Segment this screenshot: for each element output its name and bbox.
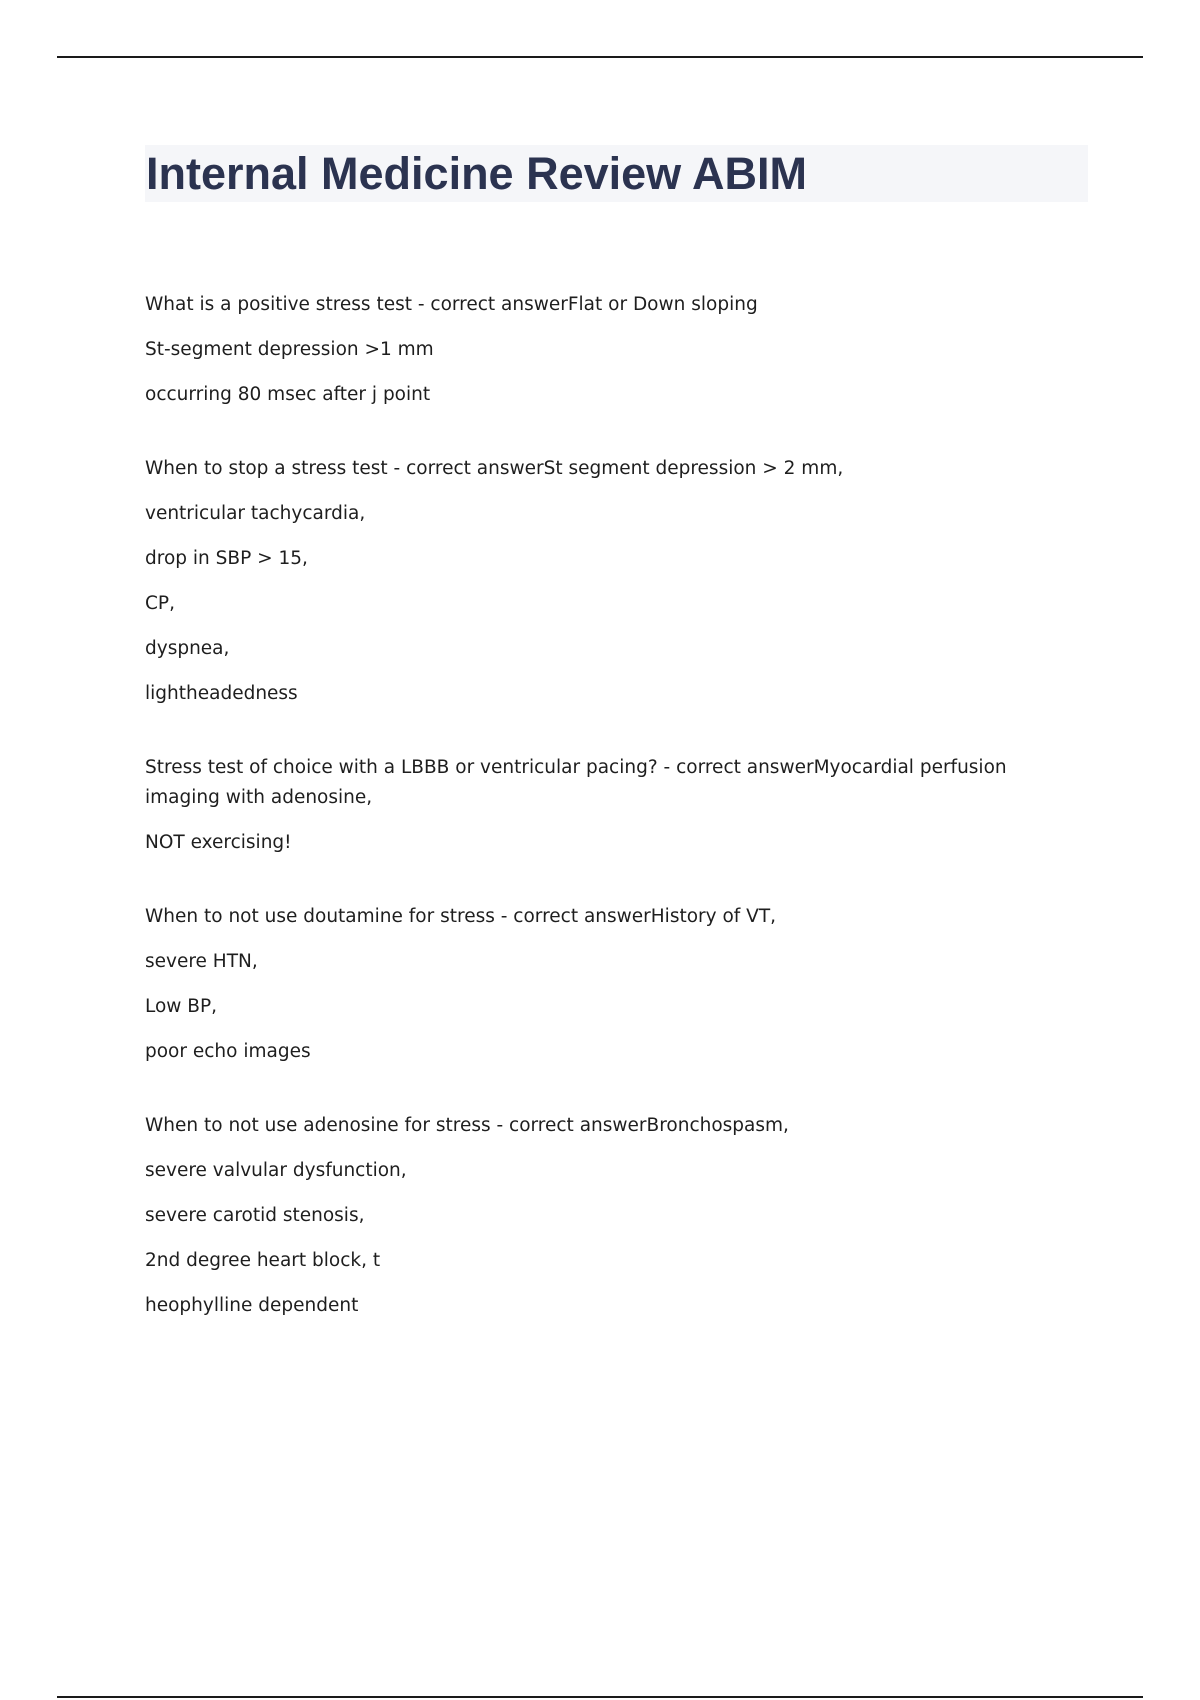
answer-line: CP, bbox=[145, 593, 175, 614]
question-line: When to not use adenosine for stress - correct answerBronchospasm, bbox=[145, 1115, 789, 1136]
answer-line: Low BP, bbox=[145, 996, 218, 1017]
footer-rule bbox=[57, 1696, 1143, 1698]
document-body bbox=[145, 290, 1075, 1365]
question-line: When to not use doutamine for stress - correct answerHistory of VT, bbox=[145, 906, 777, 927]
answer-line: severe carotid stenosis, bbox=[145, 1205, 365, 1226]
answer-line: severe HTN, bbox=[145, 951, 258, 972]
question-line: Stress test of choice with a LBBB or ventricular pacing? - correct answerMyocardial perfusion imaging with adenosine, bbox=[145, 757, 1007, 808]
question-line: When to stop a stress test - correct answerSt segment depression > 2 mm, bbox=[145, 458, 844, 479]
qa-item-positive-stress-test bbox=[145, 290, 1075, 410]
answer-line: St-segment depression >1 mm bbox=[145, 339, 434, 360]
answer-line: poor echo images bbox=[145, 1041, 311, 1062]
answer-line: severe valvular dysfunction, bbox=[145, 1160, 407, 1181]
header-rule bbox=[57, 56, 1143, 58]
answer-line: occurring 80 msec after j point bbox=[145, 384, 431, 405]
answer-line: lightheadedness bbox=[145, 683, 298, 704]
answer-line: dyspnea, bbox=[145, 638, 230, 659]
qa-item-lbbb-stress-test bbox=[145, 753, 1075, 858]
document-title: Internal Medicine Review ABIM bbox=[146, 148, 807, 199]
answer-line: NOT exercising! bbox=[145, 832, 292, 853]
qa-item-stop-stress-test bbox=[145, 454, 1075, 709]
answer-line: heophylline dependent bbox=[145, 1295, 359, 1316]
question-line: What is a positive stress test - correct answerFlat or Down sloping bbox=[145, 294, 758, 315]
answer-line: drop in SBP > 15, bbox=[145, 548, 308, 569]
answer-line: ventricular tachycardia, bbox=[145, 503, 366, 524]
qa-item-dobutamine-contraindications bbox=[145, 902, 1075, 1067]
qa-item-adenosine-contraindications bbox=[145, 1111, 1075, 1321]
answer-line: 2nd degree heart block, t bbox=[145, 1250, 381, 1271]
